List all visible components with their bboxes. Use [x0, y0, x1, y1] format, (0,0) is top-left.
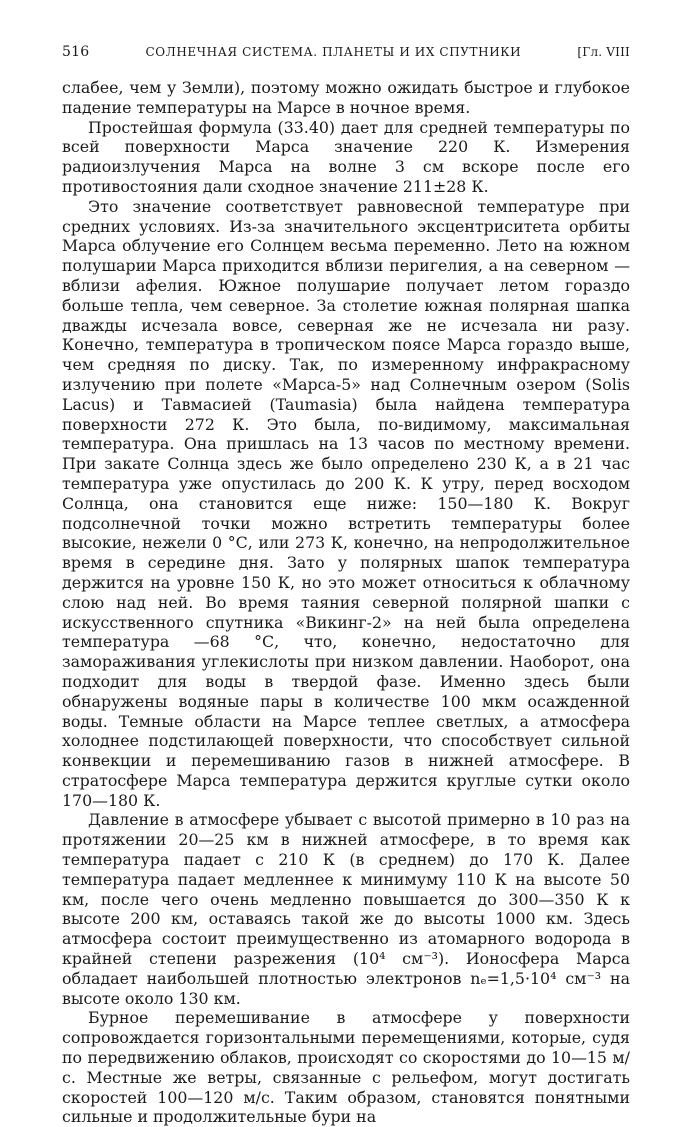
book-page: [62, 44, 630, 1127]
running-header: [62, 44, 630, 60]
paragraph: Это значение соответствует равновесной температуре при средних условиях. Из-за значительного эксцентриситета орбиты Марса облучение его Солнцем весьма переменно. Лето на южном полушарии Марса приходится вблизи перигелия, а на северном — вблизи афелия. Южное полушарие получает летом гораздо больше тепла, чем северное. За столетие южная полярная шапка дважды исчезала вовсе, северная же не исчезала ни разу. Конечно, температура в тропическом поясе Марса гораздо выше, чем средняя по диску. Так, по измеренному инфракрасному излучению при полете «Марса-5» над Солнечным озером (Solis Lacus) и Тавмасией (Taumasia) была найдена температура поверхности 272 К. Это была, по-видимому, максимальная температура. Она пришлась на 13 часов по местному времени. При закате Солнца здесь же было определено 230 К, а в 21 час температура уже опустилась до 200 К. К утру, перед восходом Солнца, она становится еще ниже: 150—180 К. Вокруг подсолнечной точки можно встретить температуры более высокие, нежели 0 °С, или 273 К, конечно, на непродолжительное время в середине дня. Зато у полярных шапок температура держится на уровне 150 К, но это может относиться к облачному слою над ней. Во время таяния северной полярной шапки с искусственного спутника «Викинг-2» на ней была определена температура —68 °С, что, конечно, недостаточно для замораживания углекислоты при низком давлении. Наоборот, она подходит для воды в твердой фазе. Именно здесь были обнаружены водяные пары в количестве 100 мкм осажденной воды. Темные области на Марсе теплее светлых, а атмосфера холоднее подстилающей поверхности, что способствует сильной конвекции и перемешиванию газов в нижней атмосфере. В стратосфере Марса температура держится круглые сутки около 170—180 К.: [62, 196, 630, 810]
paragraph: Давление в атмосфере убывает с высотой примерно в 10 раз на протяжении 20—25 км в нижней атмосфере, в то время как температура падает с 210 К (в среднем) до 170 К. Далее температура падает медленнее к минимуму 110 К на высоте 50 км, после чего очень медленно повышается до 300—350 К к высоте 200 км, оставаясь такой же до высоты 1000 км. Здесь атмосфера состоит преимущественно из атомарного водорода в крайней степени разрежения (10⁴ см⁻³). Ионосфера Марса обладает наибольшей плотностью электронов nₑ=1,5·10⁴ см⁻³ на высоте около 130 км.: [62, 810, 630, 1008]
paragraph: Бурное перемешивание в атмосфере у поверхности сопровождается горизонтальными перемещениями, которые, судя по передвижению облаков, происходят со скоростями до 10—15 м/с. Местные же ветры, связанные с рельефом, могут достигать скоростей 100—120 м/с. Таким образом, становятся понятными сильные и продолжительные бури на: [62, 1008, 630, 1127]
running-title: СОЛНЕЧНАЯ СИСТЕМА. ПЛАНЕТЫ И ИХ СПУТНИКИ: [145, 45, 522, 59]
page-number: 516: [62, 44, 90, 60]
chapter-label: [Гл. VIII: [577, 45, 630, 59]
paragraph: Простейшая формула (33.40) дает для средней температуры по всей поверхности Марса значение 220 К. Измерения радиоизлучения Марса на волне 3 см вскоре после его противостояния дали сходное значение 211±28 К.: [62, 117, 630, 196]
paragraph: слабее, чем у Земли), поэтому можно ожидать быстрое и глубокое падение температуры на Марсе в ночное время.: [62, 78, 630, 117]
